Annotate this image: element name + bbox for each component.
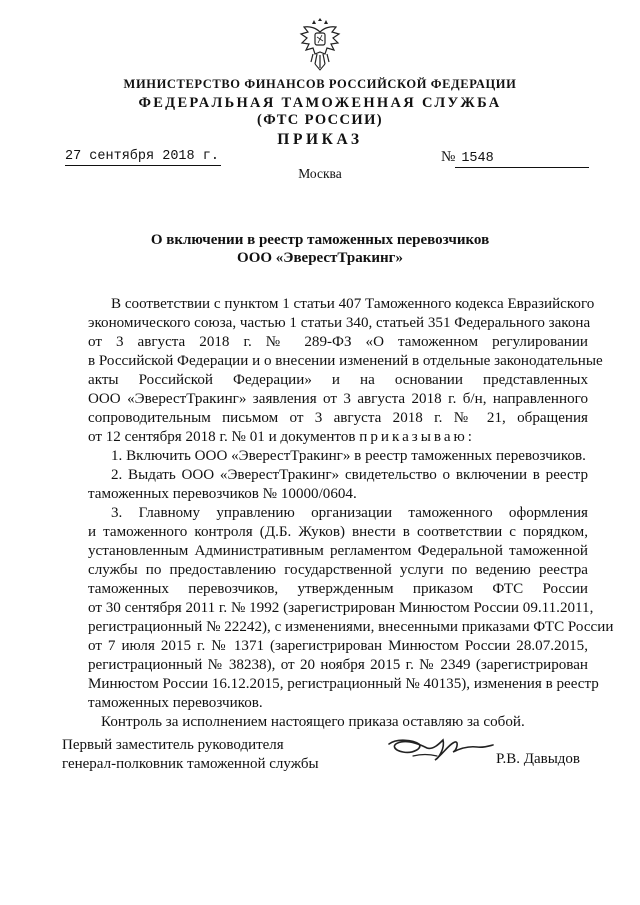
- item-3-line: установленным Административным регламентом Федеральной таможенной: [88, 543, 588, 559]
- item-2-line: 2. Выдать ООО «ЭверестТракинг» свидетельство о включении в реестр: [111, 467, 588, 483]
- handwritten-signature-icon: [383, 730, 495, 770]
- item-3-line: от 30 сентября 2011 г. № 1992 (зарегистрирован Минюстом России 09.11.2011,: [88, 600, 594, 616]
- intro-line: от 3 августа 2018 г. № 289-ФЗ «О таможенном регулировании: [88, 334, 588, 350]
- order-number-value: 1548: [455, 151, 589, 168]
- ministry-name: МИНИСТЕРСТВО ФИНАНСОВ РОССИЙСКОЙ ФЕДЕРАЦИИ: [123, 77, 517, 91]
- signatory-name: Р.В. Давыдов: [496, 751, 580, 767]
- control-clause: Контроль за исполнением настоящего приказа оставляю за собой.: [101, 714, 525, 730]
- item-3-line: 3. Главному управлению организации таможенного оформления: [111, 505, 588, 521]
- signatory-position-line-1: Первый заместитель руководителя: [62, 737, 284, 753]
- order-number-label: №: [441, 149, 456, 165]
- intro-last-line: [88, 428, 588, 447]
- item-3-line: регистрационный № 38238), от 20 ноября 2015 г. № 2349 (зарегистрирован: [88, 657, 588, 673]
- intro-last-text: от 12 сентября 2018 г. № 01 и документов: [88, 429, 356, 445]
- item-3-line: Минюстом России 16.12.2015, регистрационный № 40135), изменения в реестр: [88, 676, 599, 692]
- intro-line: экономического союза, частью 1 статьи 340, статьей 351 Федерального закона: [88, 315, 591, 331]
- service-name: ФЕДЕРАЛЬНАЯ ТАМОЖЕННАЯ СЛУЖБА: [138, 95, 502, 111]
- order-title-line-1: О включении в реестр таможенных перевозчиков: [150, 232, 490, 248]
- intro-line: В соответствии с пунктом 1 статьи 407 Таможенного кодекса Евразийского: [111, 296, 595, 312]
- document-type: ПРИКАЗ: [277, 131, 363, 148]
- order-verb: приказываю:: [359, 429, 476, 445]
- item-1: 1. Включить ООО «ЭверестТракинг» в реестр таможенных перевозчиков.: [111, 448, 586, 464]
- item-3-line: от 7 июля 2015 г. № 1371 (зарегистрирован Минюстом России 28.07.2015,: [88, 638, 588, 654]
- service-short-name: (ФТС РОССИИ): [256, 112, 384, 128]
- city: Москва: [298, 166, 342, 181]
- intro-line: ООО «ЭверестТракинг» заявления от 3 августа 2018 г. б/н, направленного: [88, 391, 588, 407]
- item-3-line: таможенных перевозчиков, утвержденным приказом ФТС России: [88, 581, 588, 597]
- order-date: 27 сентября 2018 г.: [65, 149, 219, 164]
- item-3-line: службы по предоставлению государственной услуги по ведению реестра: [88, 562, 588, 578]
- item-3-line: и таможенного контроля (Д.Б. Жуков) внести в соответствии с порядком,: [88, 524, 588, 540]
- intro-line: сопроводительным письмом от 3 августа 2018 г. № 21, обращения: [88, 410, 588, 426]
- order-title-line-2: ООО «ЭверестТракинг»: [237, 250, 403, 266]
- state-emblem-icon: [297, 18, 343, 72]
- intro-line: акты Российской Федерации» и на основании представленных: [88, 372, 588, 388]
- item-3-line: таможенных перевозчиков.: [88, 695, 263, 711]
- signatory-position-line-2: генерал-полковник таможенной службы: [62, 756, 319, 772]
- item-3-line: регистрационный № 22242), с изменениями, внесенными приказами ФТС России: [88, 619, 614, 635]
- intro-line: в Российской Федерации и о внесении изменений в отдельные законодательные: [88, 353, 603, 369]
- item-2-line: таможенных перевозчиков № 10000/0604.: [88, 486, 357, 502]
